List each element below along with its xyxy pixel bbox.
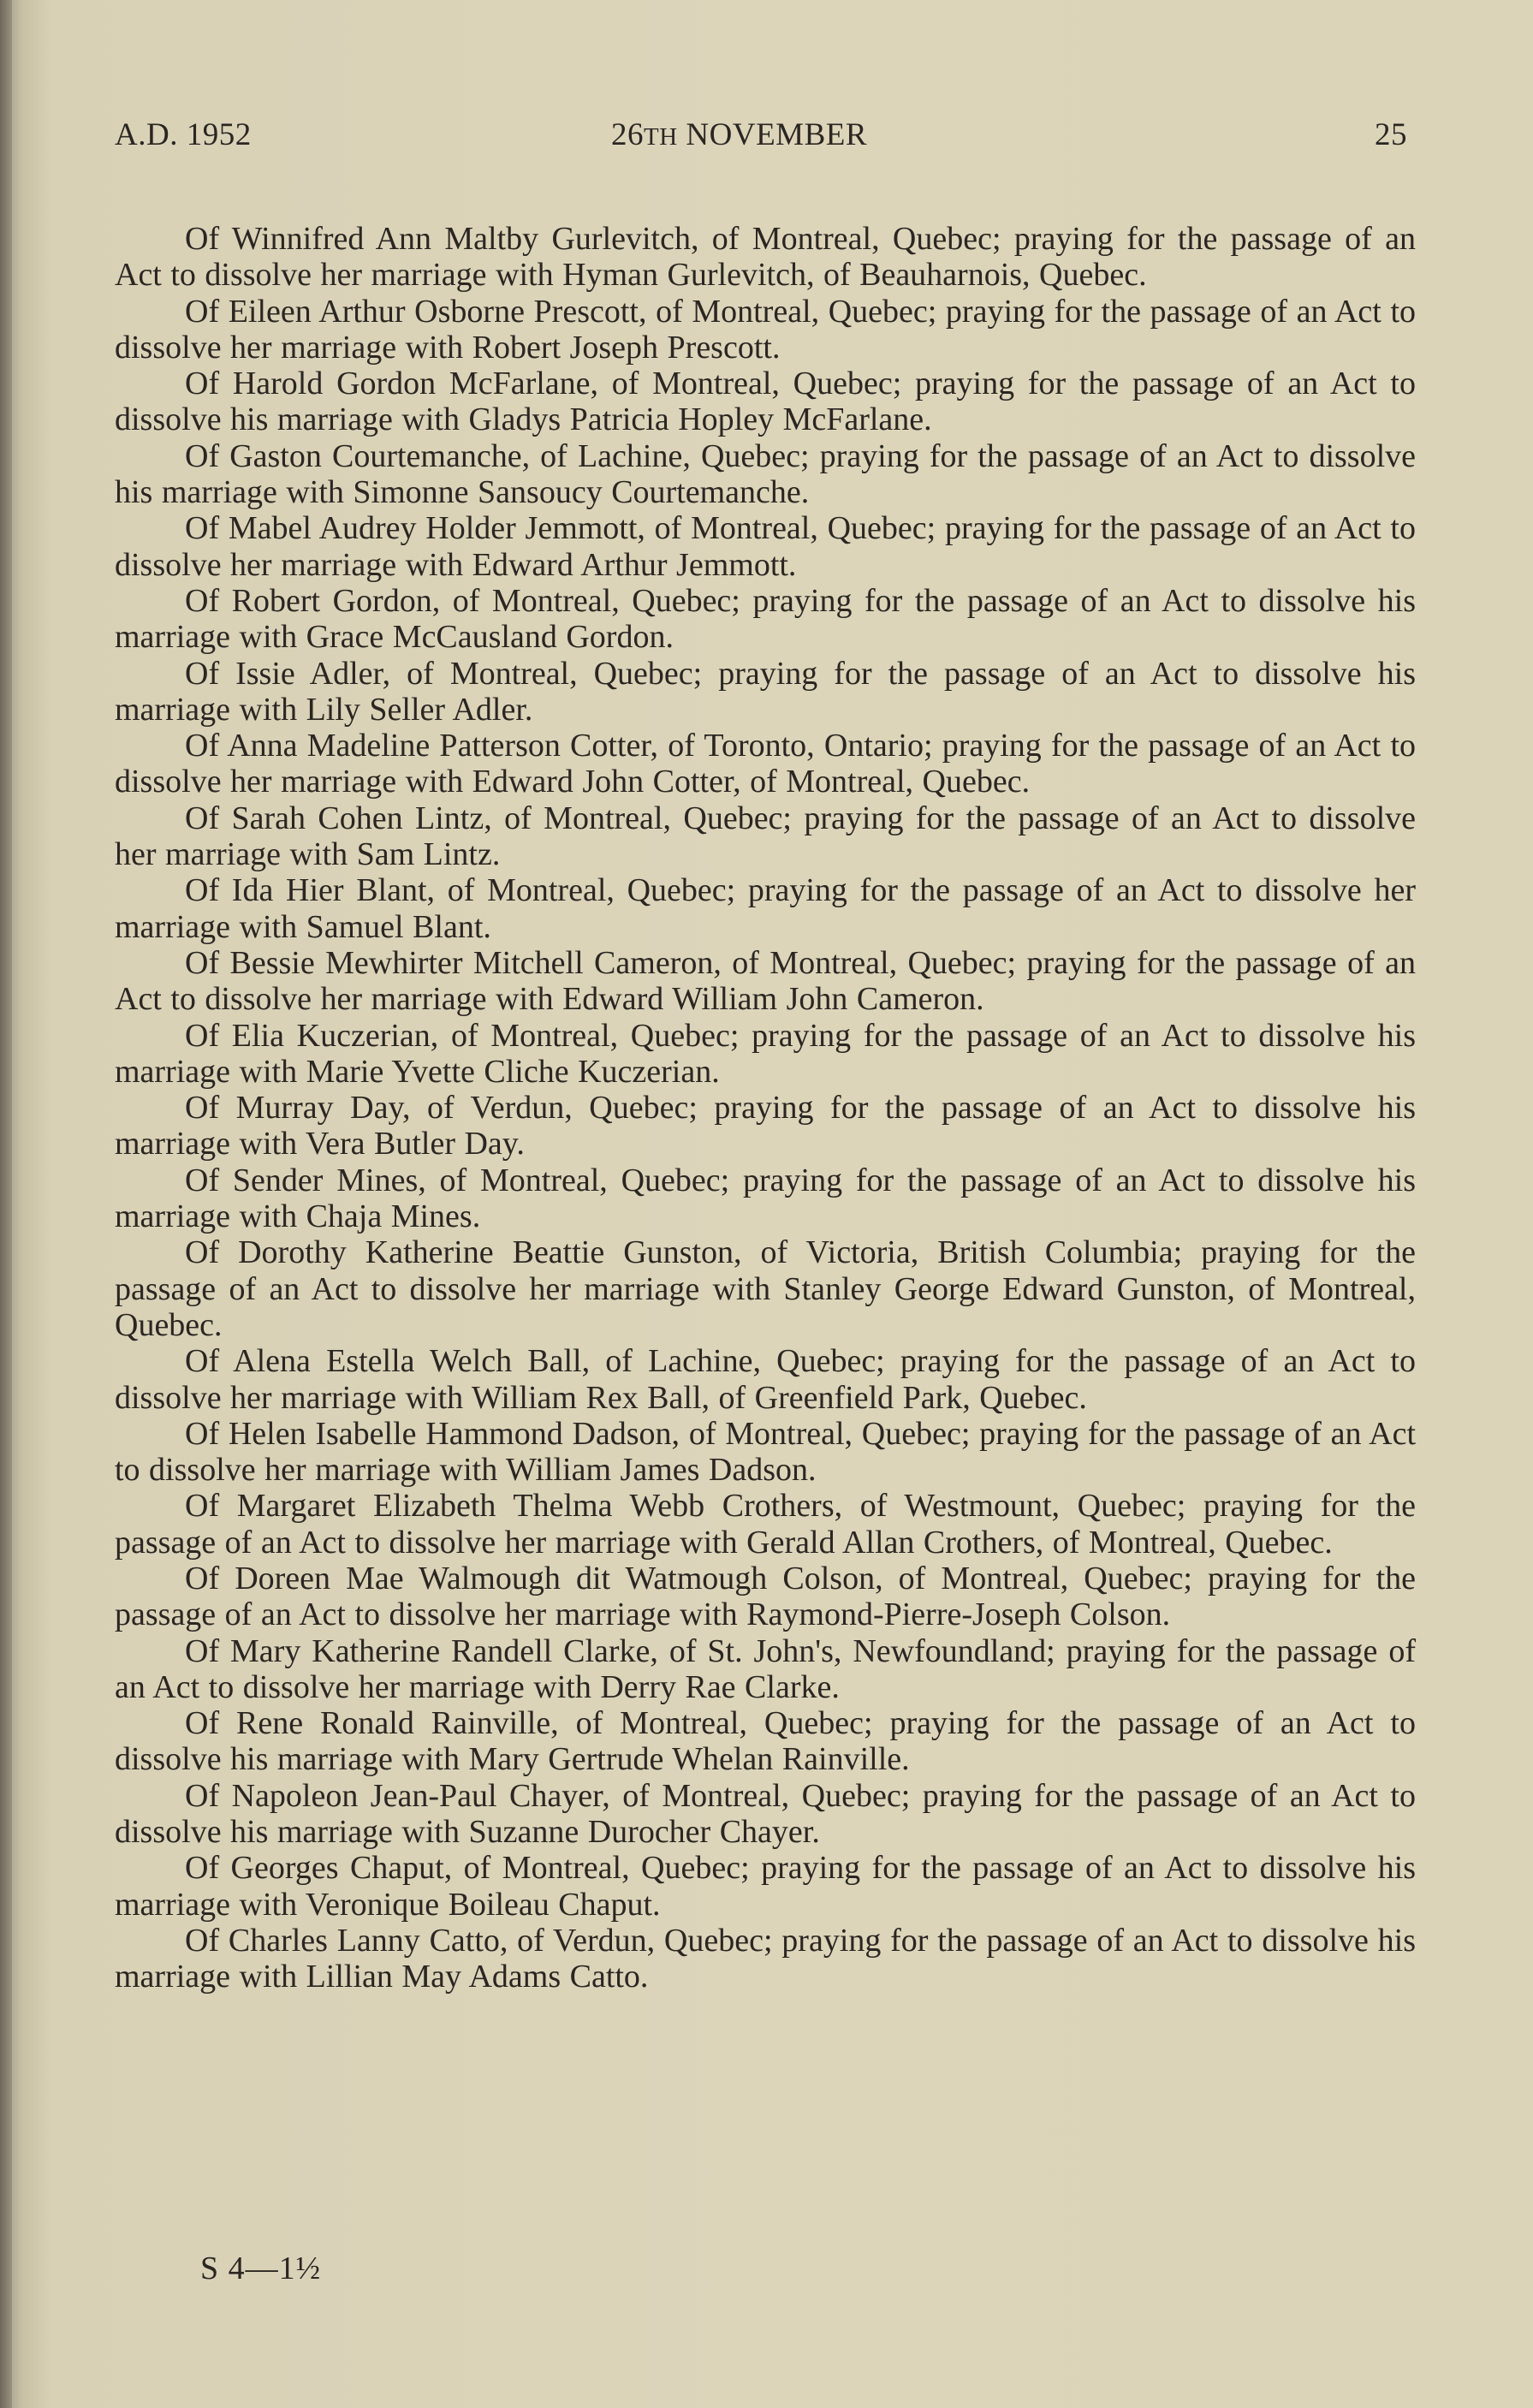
- petition-paragraph: Of Napoleon Jean-Paul Chayer, of Montreal, Quebec; praying for the passage of an Act to dissolve his marriage with Suzanne Durocher Chayer.: [115, 1777, 1416, 1851]
- petition-paragraph: Of Rene Ronald Rainville, of Montreal, Quebec; praying for the passage of an Act to dissolve his marriage with Mary Gertrude Whelan Rainville.: [115, 1705, 1416, 1778]
- petition-paragraph: Of Charles Lanny Catto, of Verdun, Quebec; praying for the passage of an Act to dissolve his marriage with Lillian May Adams Catto.: [115, 1922, 1416, 1995]
- petition-paragraph: Of Winnifred Ann Maltby Gurlevitch, of Montreal, Quebec; praying for the passage of an Act to dissolve her marriage with Hyman Gurlevitch, of Beauharnois, Quebec.: [115, 221, 1416, 294]
- petition-paragraph: Of Gaston Courtemanche, of Lachine, Quebec; praying for the passage of an Act to dissolve his marriage with Simonne Sansoucy Courtemanche.: [115, 437, 1416, 511]
- petition-paragraph: Of Georges Chaput, of Montreal, Quebec; praying for the passage of an Act to dissolve his marriage with Veronique Boileau Chaput.: [115, 1850, 1416, 1923]
- printer-signature: S 4—1½: [200, 2250, 322, 2286]
- petition-paragraph: Of Helen Isabelle Hammond Dadson, of Montreal, Quebec; praying for the passage of an Act to dissolve her marriage with William James Dadson.: [115, 1415, 1416, 1489]
- petition-paragraph: Of Mary Katherine Randell Clarke, of St. John's, Newfoundland; praying for the passage of an Act to dissolve her marriage with Derry Rae Clarke.: [115, 1632, 1416, 1705]
- petition-paragraph: Of Issie Adler, of Montreal, Quebec; praying for the passage of an Act to dissolve his marriage with Lily Seller Adler.: [115, 655, 1416, 728]
- header-date-month: NOVEMBER: [677, 117, 868, 152]
- petition-paragraph: Of Dorothy Katherine Beattie Gunston, of Victoria, British Columbia; praying for the passage of an Act to dissolve her marriage with Stanley George Edward Gunston, of Montreal, Quebec.: [115, 1234, 1416, 1343]
- petition-paragraph: Of Anna Madeline Patterson Cotter, of Toronto, Ontario; praying for the passage of an Act to dissolve her marriage with Edward John Cotter, of Montreal, Quebec.: [115, 728, 1416, 800]
- petition-paragraph: Of Murray Day, of Verdun, Quebec; praying for the passage of an Act to dissolve his marriage with Vera Butler Day.: [115, 1090, 1416, 1162]
- petition-paragraph: Of Ida Hier Blant, of Montreal, Quebec; praying for the passage of an Act to dissolve her marriage with Samuel Blant.: [115, 872, 1416, 945]
- header-date-suffix: TH: [644, 123, 678, 151]
- page-header: [115, 116, 1407, 159]
- petition-paragraph: Of Mabel Audrey Holder Jemmott, of Montreal, Quebec; praying for the passage of an Act to dissolve her marriage with Edward Arthur Jemmott.: [115, 510, 1416, 583]
- petition-paragraph: Of Doreen Mae Walmough dit Watmough Colson, of Montreal, Quebec; praying for the passage of an Act to dissolve her marriage with Raymond-Pierre-Joseph Colson.: [115, 1560, 1416, 1633]
- petition-paragraph: Of Alena Estella Welch Ball, of Lachine, Quebec; praying for the passage of an Act to dissolve her marriage with William Rex Ball, of Greenfield Park, Quebec.: [115, 1343, 1416, 1416]
- petition-list: [115, 221, 1416, 1995]
- header-date: [611, 116, 867, 153]
- header-date-day: 26: [611, 117, 644, 152]
- petition-paragraph: Of Sarah Cohen Lintz, of Montreal, Quebec; praying for the passage of an Act to dissolve her marriage with Sam Lintz.: [115, 800, 1416, 873]
- header-year: A.D. 1952: [115, 117, 252, 152]
- page-number: 25: [1375, 117, 1407, 152]
- petition-paragraph: Of Harold Gordon McFarlane, of Montreal, Quebec; praying for the passage of an Act to dissolve his marriage with Gladys Patricia Hopley McFarlane.: [115, 366, 1416, 438]
- petition-paragraph: Of Bessie Mewhirter Mitchell Cameron, of Montreal, Quebec; praying for the passage of an Act to dissolve her marriage with Edward William John Cameron.: [115, 944, 1416, 1018]
- book-spine-shadow: [0, 0, 12, 2408]
- petition-paragraph: Of Eileen Arthur Osborne Prescott, of Montreal, Quebec; praying for the passage of an Act to dissolve her marriage with Robert Joseph Prescott.: [115, 293, 1416, 366]
- petition-paragraph: Of Sender Mines, of Montreal, Quebec; praying for the passage of an Act to dissolve his marriage with Chaja Mines.: [115, 1162, 1416, 1235]
- petition-paragraph: Of Elia Kuczerian, of Montreal, Quebec; praying for the passage of an Act to dissolve his marriage with Marie Yvette Cliche Kuczerian.: [115, 1017, 1416, 1090]
- petition-paragraph: Of Margaret Elizabeth Thelma Webb Crothers, of Westmount, Quebec; praying for the passage of an Act to dissolve her marriage with Gerald Allan Crothers, of Montreal, Quebec.: [115, 1488, 1416, 1561]
- petition-paragraph: Of Robert Gordon, of Montreal, Quebec; praying for the passage of an Act to dissolve his marriage with Grace McCausland Gordon.: [115, 582, 1416, 656]
